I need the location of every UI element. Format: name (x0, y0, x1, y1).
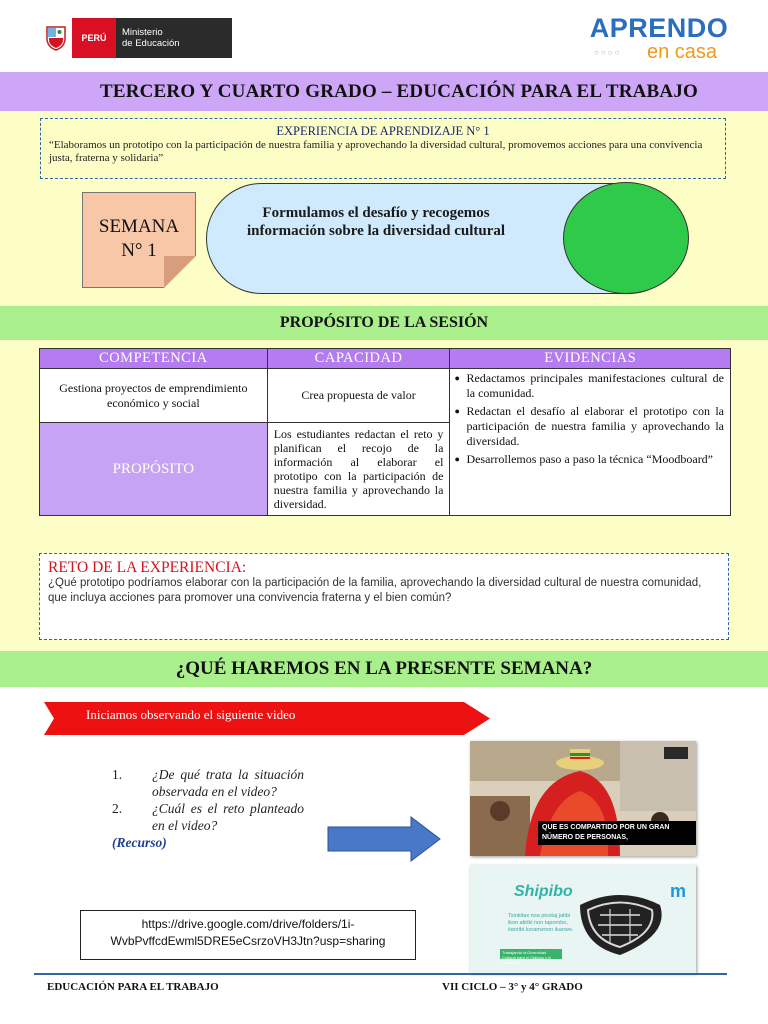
questions-list (112, 766, 304, 851)
question-item: 2. ¿Cuál es el reto planteado en el video? (112, 801, 304, 833)
semana-heading: ¿QUÉ HAREMOS EN LA PRESENTE SEMANA? (0, 651, 768, 687)
proposito-heading: PROPÓSITO DE LA SESIÓN (0, 306, 768, 340)
recurso-link[interactable]: (Recurso) (112, 835, 167, 850)
ministry-logo (40, 18, 232, 58)
ministry-name: Ministerio de Educación (122, 27, 180, 49)
proposito-text: Los estudiantes redactan el reto y planifican el recojo de la información al elaborar el prototipo con la participación de nuestra familia y aprovechando la diversidad. (267, 423, 450, 516)
proposito-label: PROPÓSITO (40, 423, 268, 516)
page-title: TERCERO Y CUARTO GRADO – EDUCACIÓN PARA EL TRABAJO (0, 72, 768, 111)
header-capacidad: CAPACIDAD (267, 349, 450, 369)
video-thumbnail-festival[interactable] (470, 741, 696, 856)
shipibo-banner: Trabajando la Diversidad Cultural para el Diálogo y el Desarrollo (500, 949, 562, 959)
experiencia-box (40, 118, 726, 179)
brand-line2: en casa (646, 41, 718, 63)
semana-label: SEMANA (98, 216, 180, 237)
brand-line1: APRENDO (589, 13, 729, 43)
question-item: 1. ¿De qué trata la situación observada en el video? (112, 767, 304, 799)
session-table (39, 348, 731, 516)
footer-cycle: VII CICLO – 3° y 4° GRADO (442, 981, 583, 993)
movistar-icon: m (669, 881, 686, 901)
shipibo-title: Shipibo (514, 883, 573, 900)
reto-text: ¿Qué prototipo podríamos elaborar con la participación de la familia, aprovechando la diversidad cultural de nuestra comunidad, que incluya acciones para promover una convivencia fraterna y el bien común? (48, 577, 702, 604)
video-intro: Iniciamos observando el siguiente video (86, 707, 296, 722)
aprendo-en-casa-logo (588, 14, 730, 62)
green-circle (563, 182, 689, 294)
semana-number: N° 1 (121, 240, 157, 261)
dots-icon: ○○○○ (594, 48, 622, 57)
evidencia-item: ● Redactamos principales manifestaciones cultural de la comunidad. (454, 371, 724, 400)
note-fold (164, 256, 196, 288)
video-caption: QUE ES COMPARTIDO POR UN GRAN NÚMERO DE PERSONAS, (538, 821, 696, 845)
footer-subject: EDUCACIÓN PARA EL TRABAJO (47, 981, 219, 993)
experiencia-text: “Elaboramos un prototipo con la participación de nuestra familia y aprovechando la diversidad cultural, promovemos acciones para una convivencia justa, fraterna y solidaria” (49, 139, 703, 164)
experiencia-heading: EXPERIENCIA DE APRENDIZAJE N° 1 (276, 124, 490, 138)
shipibo-text: Tsinkitax noa picotaj jatibi ikon atiriki non tapornbo, itanribi koramenon ikanwe. (508, 913, 574, 933)
activity-title: Formulamos el desafío y recogemos información sobre la diversidad cultural (246, 205, 506, 239)
bullet-icon: ● (454, 454, 460, 464)
blue-arrow-icon (327, 816, 441, 862)
competencia-cell: Gestiona proyectos de emprendimiento económico y social (40, 369, 268, 423)
semana-note (82, 192, 196, 288)
header-competencia: COMPETENCIA (40, 349, 268, 369)
header-evidencias: EVIDENCIAS (450, 349, 731, 369)
reto-heading: RETO DE LA EXPERIENCIA: (48, 559, 247, 576)
evidencia-item: ● Redactan el desafío al elaborar el prototipo con la participación de nuestra familia y aprovechando la diversidad. (454, 404, 724, 448)
peru-label: PERÚ (72, 18, 116, 58)
evidencias-cell (450, 369, 731, 516)
reto-box (39, 553, 729, 640)
bullet-icon: ● (454, 373, 460, 383)
drive-link[interactable]: https://drive.google.com/drive/folders/1i-WvbPvffcdEwml5DRE5eCsrzoVH3Jtn?usp=sharing (80, 910, 416, 960)
evidencia-item: ● Desarrollemos paso a paso la técnica “Moodboard” (454, 452, 714, 466)
capacidad-cell: Crea propuesta de valor (267, 369, 450, 423)
coat-of-arms-icon (40, 18, 72, 58)
bullet-icon: ● (454, 406, 460, 416)
video-thumbnail-shipibo[interactable] (470, 865, 696, 973)
footer-divider (34, 973, 727, 975)
